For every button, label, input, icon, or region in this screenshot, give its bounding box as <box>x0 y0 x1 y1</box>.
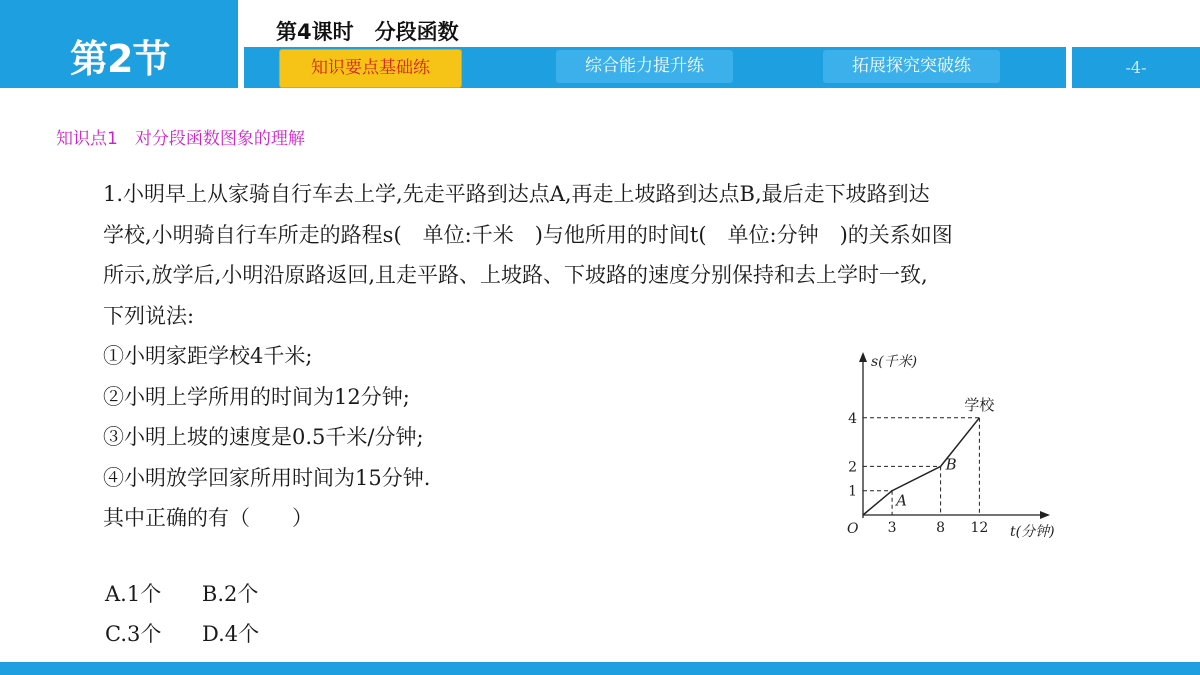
question-line: 所示,放学后,小明沿原路返回,且走平路、上坡路、下坡路的速度分别保持和去上学时一致, <box>103 263 928 287</box>
origin-label: O <box>847 521 859 537</box>
y-tick-label: 2 <box>848 459 857 476</box>
knowledge-point-label: 知识点1 对分段函数图象的理解 <box>56 129 305 149</box>
point-label: B <box>945 455 957 474</box>
point-label: A <box>896 491 907 510</box>
y-axis-arrow <box>859 352 867 362</box>
option-d[interactable]: D.4个 <box>202 622 260 646</box>
question-line: 下列说法: <box>103 303 195 328</box>
statement-3: ③小明上坡的速度是0.5千米/分钟; <box>103 425 424 449</box>
lesson-title: 第4课时 分段函数 <box>276 20 459 44</box>
x-tick-label: 8 <box>936 520 946 536</box>
point-label: 学校 <box>964 395 995 414</box>
page-number: -4- <box>1125 58 1147 77</box>
statement-4: ④小明放学回家所用时间为15分钟. <box>103 465 431 490</box>
y-axis-label: s(千米) <box>871 354 918 370</box>
distance-time-graph <box>838 348 1078 548</box>
answer-options <box>105 574 259 654</box>
option-b[interactable]: B.2个 <box>201 582 259 606</box>
option-c[interactable]: C.3个 <box>105 622 162 646</box>
y-tick-label: 1 <box>848 483 857 500</box>
tab-exploration-practice[interactable]: 拓展探究突破练 <box>823 50 1000 83</box>
tab-ability-practice[interactable]: 综合能力提升练 <box>556 50 733 83</box>
statement-2: ②小明上学所用的时间为12分钟; <box>103 384 410 409</box>
x-axis-arrow <box>1040 511 1050 519</box>
option-a[interactable]: A.1个 <box>105 582 162 606</box>
y-tick-label: 4 <box>848 410 857 427</box>
footer-bar <box>0 662 1200 675</box>
x-tick-label: 3 <box>887 520 897 536</box>
question-line: 1.小明早上从家骑自行车去上学,先走平路到达点A,再走上坡路到达点B,最后走下坡路到达 <box>103 182 930 206</box>
x-tick-label: 12 <box>970 520 989 536</box>
question-line: 学校,小明骑自行车所走的路程s( 单位:千米 )与他所用的时间t( 单位:分钟 )的关系如图 <box>103 222 953 247</box>
tab-basic-practice[interactable]: 知识要点基础练 <box>279 49 462 88</box>
statement-1: ①小明家距学校4千米; <box>103 344 313 368</box>
x-axis-label: t(分钟) <box>1010 524 1055 540</box>
question-prompt: 其中正确的有（ ） <box>103 506 313 530</box>
section-title: 第2节 <box>70 37 170 81</box>
